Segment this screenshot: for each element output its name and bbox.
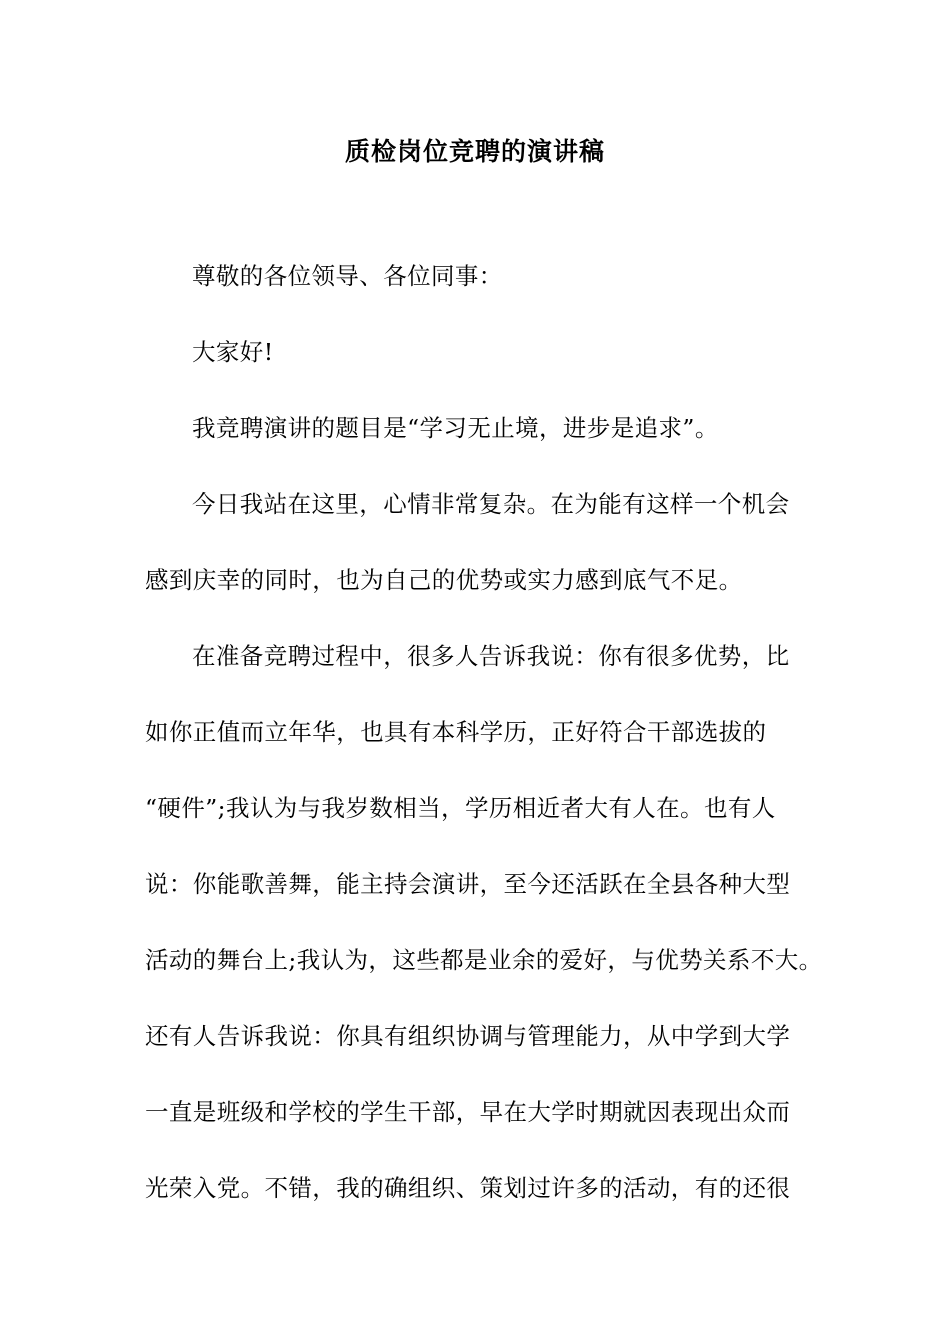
paragraph-line: 一直是班级和学校的学生干部，早在大学时期就因表现出众而 [145,1098,791,1126]
paragraph-line: 感到庆幸的同时，也为自己的优势或实力感到底气不足。 [145,566,743,594]
topic-line: 我竞聘演讲的题目是“学习无止境，进步是追求”。 [192,414,719,442]
greeting-line: 大家好! [192,338,274,366]
paragraph-line: “硬件”;我认为与我岁数相当，学历相近者大有人在。也有人 [145,794,776,822]
paragraph-line: 今日我站在这里，心情非常复杂。在为能有这样一个机会 [192,490,790,518]
salutation-line: 尊敬的各位领导、各位同事： [192,262,503,290]
paragraph-line: 光荣入党。不错，我的确组织、策划过许多的活动，有的还很 [145,1174,791,1202]
paragraph-line: 如你正值而立年华，也具有本科学历，正好符合干部选拔的 [145,718,767,746]
document-title: 质检岗位竞聘的演讲稿 [344,137,605,166]
paragraph-line: 还有人告诉我说：你具有组织协调与管理能力，从中学到大学 [145,1022,791,1050]
paragraph-line: 在准备竞聘过程中，很多人告诉我说：你有很多优势，比 [192,642,790,670]
document-body [145,258,825,1246]
paragraph-line: 活动的舞台上;我认为，这些都是业余的爱好，与优势关系不大。 [145,946,823,974]
paragraph-line: 说：你能歌善舞，能主持会演讲，至今还活跃在全县各种大型 [145,870,791,898]
